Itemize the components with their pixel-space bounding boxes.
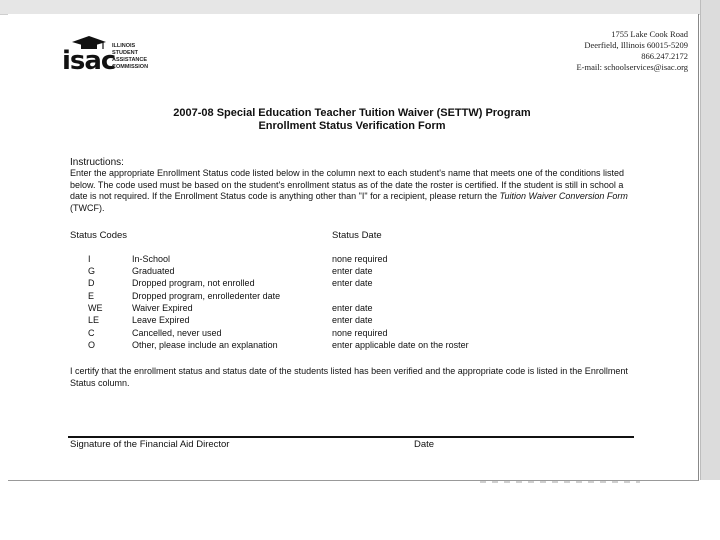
signature-label: Signature of the Financial Aid Director bbox=[70, 439, 230, 450]
address-street: 1755 Lake Cook Road bbox=[611, 29, 688, 39]
status-row bbox=[0, 339, 700, 351]
status-date-requirement: enter applicable date on the roster bbox=[332, 340, 469, 350]
status-code: E bbox=[88, 291, 95, 301]
status-description: Other, please include an explanation bbox=[132, 340, 278, 350]
tuition-waiver-form-name: Tuition Waiver Conversion Form bbox=[499, 191, 628, 201]
status-description: Dropped program, enrolledenter date bbox=[132, 291, 281, 301]
form-title bbox=[0, 107, 704, 133]
instructions-body bbox=[70, 168, 640, 214]
status-code: WE bbox=[88, 303, 103, 313]
instructions-text-end: (TWCF). bbox=[70, 202, 105, 213]
status-code: C bbox=[88, 328, 95, 338]
contact-address bbox=[576, 29, 688, 73]
signature-line bbox=[68, 436, 634, 438]
status-row bbox=[0, 277, 700, 289]
window-top-bar bbox=[0, 0, 720, 15]
status-code: LE bbox=[88, 315, 100, 325]
status-row bbox=[0, 253, 700, 265]
address-city: Deerfield, Illinois 60015-5209 bbox=[584, 40, 688, 50]
vertical-scrollbar[interactable] bbox=[700, 0, 720, 480]
logo-line: COMMISSION bbox=[112, 64, 149, 70]
logo-line: STUDENT bbox=[112, 50, 138, 56]
viewer-background bbox=[0, 481, 720, 540]
certification-statement: I certify that the enrollment status and status date of the students listed has been verified and the appropriate code is listed in the Enrollment Status column. bbox=[70, 366, 628, 388]
form-title-line1: 2007-08 Special Education Teacher Tuition Waiver (SETTW) Program bbox=[173, 107, 531, 119]
status-code: D bbox=[88, 278, 95, 288]
status-description: In-School bbox=[132, 254, 171, 264]
status-description: Graduated bbox=[132, 266, 175, 276]
status-code: O bbox=[88, 340, 96, 350]
status-description: Waiver Expired bbox=[132, 303, 193, 313]
isac-logo bbox=[62, 33, 162, 79]
status-code: G bbox=[88, 266, 96, 276]
instructions-text: Enter the appropriate Enrollment Status code listed below in the column next to each student's name that meets one of the conditions listed below. The code used must be based on the student's enrollment status as of the date the roster is certified. If the student is still in school a date is not required. If the Enrollment Status code is anything other than "I" for a recipient, please return the bbox=[70, 168, 625, 201]
address-email: E-mail: schoolservices@isac.org bbox=[576, 62, 688, 72]
status-row bbox=[0, 290, 700, 302]
status-date-requirement: enter date bbox=[332, 278, 373, 288]
status-date-requirement: none required bbox=[332, 328, 388, 338]
logo-line: ASSISTANCE bbox=[112, 57, 148, 63]
status-description: Leave Expired bbox=[132, 315, 190, 325]
status-date-requirement: enter date bbox=[332, 315, 373, 325]
address-phone: 866.247.2172 bbox=[641, 51, 688, 61]
status-date-requirement: enter date bbox=[332, 303, 373, 313]
status-row bbox=[0, 302, 700, 314]
status-date-requirement: none required bbox=[332, 254, 388, 264]
status-codes-heading: Status Codes bbox=[70, 230, 128, 241]
status-date-requirement: enter date bbox=[332, 266, 373, 276]
status-description: Cancelled, never used bbox=[132, 328, 222, 338]
status-description: Dropped program, not enrolled bbox=[132, 278, 255, 288]
status-row bbox=[0, 265, 700, 277]
status-code: I bbox=[88, 254, 91, 264]
logo-wordmark: isac bbox=[62, 46, 116, 76]
logo-line: ILLINOIS bbox=[112, 43, 136, 49]
status-row bbox=[0, 327, 700, 339]
instructions-heading: Instructions: bbox=[70, 157, 124, 168]
status-row bbox=[0, 314, 700, 326]
document-page bbox=[8, 14, 699, 481]
status-date-heading: Status Date bbox=[332, 230, 382, 241]
signature-date-label: Date bbox=[414, 439, 435, 450]
form-title-line2: Enrollment Status Verification Form bbox=[258, 120, 446, 132]
logo-organization-name bbox=[112, 43, 148, 71]
